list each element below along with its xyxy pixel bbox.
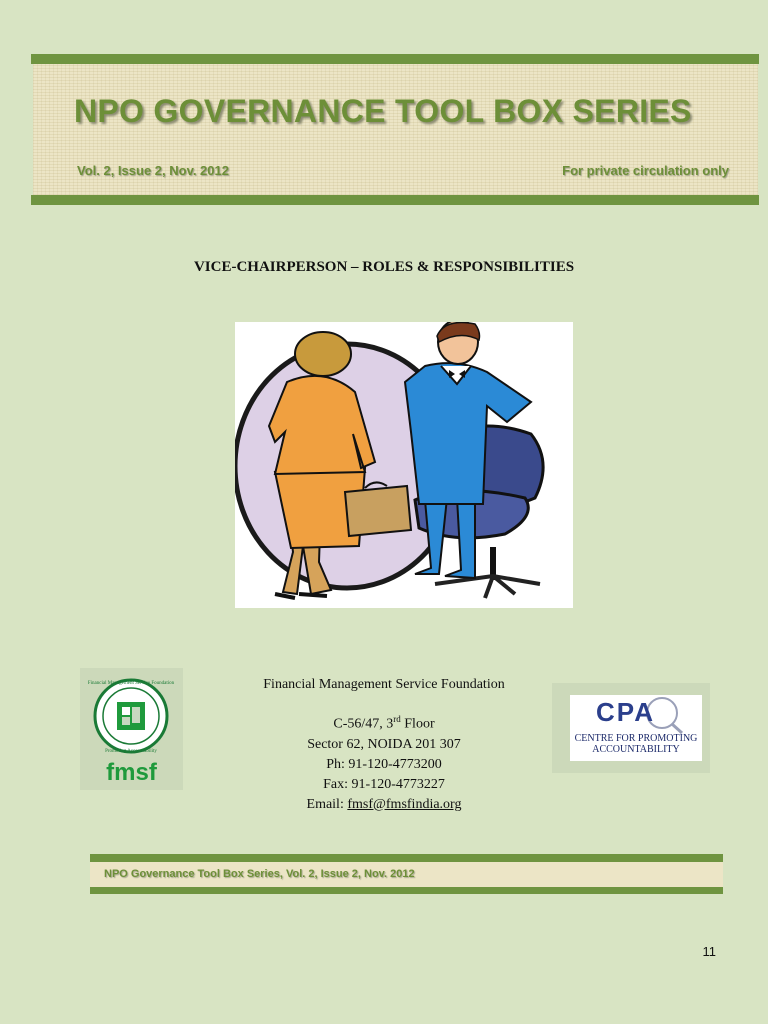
organization-name: Financial Management Service Foundation [263,677,505,692]
cpa-logo [552,683,710,773]
address-line-1-prefix: C-56/47, 3 [333,716,394,732]
address-line-2: Sector 62, NOIDA 201 307 [307,736,461,752]
cpa-tagline [570,733,702,755]
email-link[interactable]: fmsf@fmsfindia.org [347,796,462,812]
issue-label: Vol. 2, Issue 2, Nov. 2012 [77,163,229,178]
address-line-1 [234,709,534,735]
fmsf-logo [80,668,183,790]
email-line [234,795,534,815]
footer-bottom-rule [90,887,723,894]
address-line-1-sup: rd [393,714,401,724]
circulation-label: For private circulation only [562,163,729,178]
fax-number: Fax: 91-120-4773227 [323,776,445,792]
fmsf-ring-bottom-text: Promoting Accountability [105,749,157,754]
cpa-letters: CPA [596,697,655,727]
page-number: 11 [702,944,716,959]
cpa-tagline-line-2: ACCOUNTABILITY [592,744,680,755]
header-top-rule [31,54,759,64]
vice-chairperson-illustration [235,322,573,608]
series-title: NPO GOVERNANCE TOOL BOX SERIES [74,93,692,129]
email-label: Email: [306,796,348,812]
footer-series-label: NPO Governance Tool Box Series, Vol. 2, Issue 2, Nov. 2012 [104,868,415,880]
address-line-1-suffix: Floor [400,716,435,732]
contact-address [234,675,534,815]
document-title: VICE-CHAIRPERSON – ROLES & RESPONSIBILITIES [193,259,575,275]
cpa-tagline-line-1: CENTRE FOR PROMOTING [574,733,698,744]
phone-number: Ph: 91-120-4773200 [326,756,442,772]
fmsf-wordmark: fmsf [106,759,157,786]
header-bottom-rule [31,195,759,205]
footer-top-rule [90,854,723,862]
fmsf-ring-text: Financial Management Service Foundation [87,681,175,686]
cpa-logo-card [570,695,702,761]
